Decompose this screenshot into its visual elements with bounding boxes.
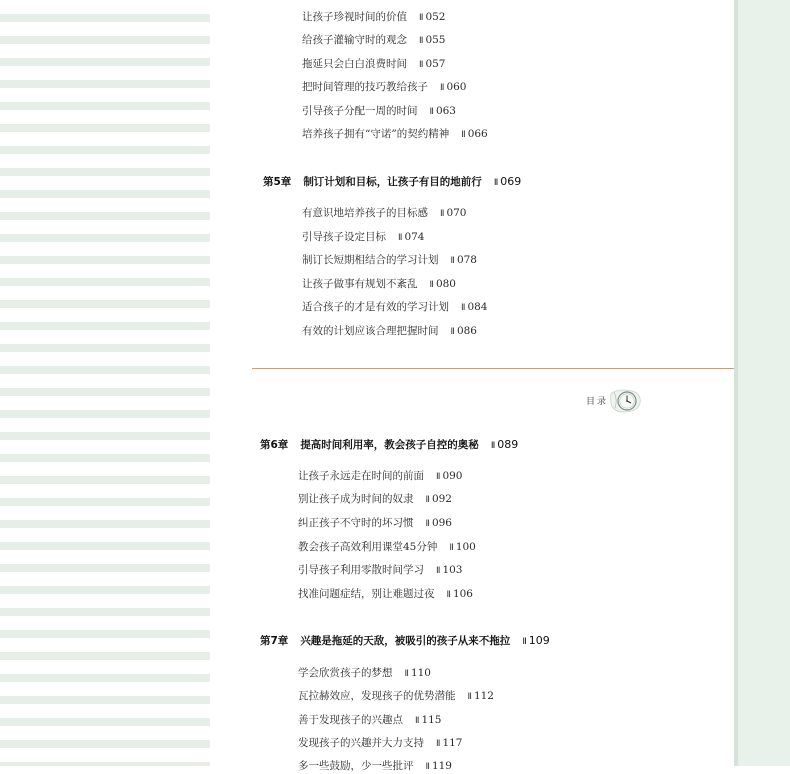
right-decorative-panel [734, 0, 790, 766]
chapter-heading-7[interactable] [260, 633, 550, 650]
toc-entry[interactable] [302, 277, 456, 292]
toc-entry-title: 有效的计划应该合理把握时间 [302, 325, 439, 337]
toc-entry[interactable] [302, 230, 424, 245]
toc-entry-separator: Ⅱ [419, 36, 424, 46]
chapter-title: 制订计划和目标，让孩子有目的地前行 [303, 176, 482, 188]
toc-entry[interactable] [302, 127, 488, 142]
toc-entry-page: 066 [467, 128, 488, 140]
toc-entry-separator: Ⅱ [419, 13, 424, 23]
chapter-number: 第6章 [260, 439, 289, 451]
toc-entry-title: 让孩子做事有规划不紊乱 [302, 278, 418, 290]
toc-entry-title: 适合孩子的才是有效的学习计划 [302, 301, 449, 313]
toc-entry-separator: Ⅱ [404, 669, 409, 679]
toc-entry-page: 086 [456, 325, 477, 337]
toc-entry-separator: Ⅱ [440, 209, 445, 219]
toc-entry-title: 引导孩子分配一周的时间 [302, 105, 418, 117]
toc-entry-title: 把时间管理的技巧教给孩子 [302, 81, 428, 93]
toc-entry-title: 纠正孩子不守时的坏习惯 [298, 517, 414, 529]
toc-entry-separator: Ⅱ [449, 543, 454, 553]
toc-entry-page: 110 [410, 667, 431, 679]
toc-entry-separator: Ⅱ [450, 256, 455, 266]
toc-entry-page: 115 [421, 714, 442, 726]
toc-entry-separator: Ⅱ [461, 303, 466, 313]
toc-entry-separator: Ⅱ [446, 590, 451, 600]
toc-entry-separator: Ⅱ [490, 441, 496, 451]
toc-entry-title: 善于发现孩子的兴趣点 [298, 714, 403, 726]
toc-entry-page: 106 [452, 588, 473, 600]
toc-entry-separator: Ⅱ [461, 130, 466, 140]
chapter-title: 兴趣是拖延的天敌，被吸引的孩子从来不拖拉 [300, 635, 511, 647]
toc-entry[interactable] [298, 469, 462, 484]
toc-entry-page: 060 [446, 81, 467, 93]
toc-entry-page: 100 [455, 541, 476, 553]
clock-icon [608, 388, 642, 414]
toc-entry-title: 制订长短期相结合的学习计划 [302, 254, 439, 266]
chapter-heading-6[interactable] [260, 437, 518, 454]
toc-entry-separator: Ⅱ [467, 692, 472, 702]
toc-entry[interactable] [302, 10, 445, 25]
toc-entry[interactable] [298, 492, 452, 507]
toc-entry[interactable] [298, 759, 452, 774]
toc-entry[interactable] [298, 689, 494, 704]
chapter-number: 第5章 [263, 176, 292, 188]
toc-entry-separator: Ⅱ [436, 472, 441, 482]
toc-entry-page: 092 [431, 493, 452, 505]
toc-entry-title: 多一些鼓励，少一些批评 [298, 760, 414, 772]
toc-entry-page: 052 [425, 11, 446, 23]
toc-entry-page: 112 [473, 690, 494, 702]
toc-entry[interactable] [298, 713, 441, 728]
toc-entry-title: 引导孩子设定目标 [302, 231, 386, 243]
toc-entry[interactable] [302, 80, 466, 95]
toc-entry[interactable] [302, 300, 487, 315]
toc-entry-separator: Ⅱ [419, 60, 424, 70]
toc-entry-title: 让孩子珍视时间的价值 [302, 11, 407, 23]
toc-entry-title: 拖延只会白白浪费时间 [302, 58, 407, 70]
toc-entry-separator: Ⅱ [429, 280, 434, 290]
toc-entry-page: 080 [435, 278, 456, 290]
toc-entry-page: 078 [456, 254, 477, 266]
toc-entry-separator: Ⅱ [436, 566, 441, 576]
toc-entry-separator: Ⅱ [436, 739, 441, 749]
toc-entry[interactable] [302, 104, 456, 119]
toc-entry[interactable] [298, 736, 462, 751]
toc-entry-page: 057 [425, 58, 446, 70]
toc-entry-title: 让孩子永远走在时间的前面 [298, 470, 424, 482]
toc-entry-page: 070 [446, 207, 467, 219]
left-decorative-stripes [0, 0, 210, 766]
toc-entry-title: 发现孩子的兴趣并大力支持 [298, 737, 424, 749]
toc-entry-title: 教会孩子高效利用课堂45分钟 [298, 541, 438, 553]
toc-entry[interactable] [302, 33, 445, 48]
toc-entry-title: 找准问题症结，别让难题过夜 [298, 588, 435, 600]
toc-entry[interactable] [298, 516, 452, 531]
toc-entry-title: 瓦拉赫效应，发现孩子的优势潜能 [298, 690, 456, 702]
toc-entry-separator: Ⅱ [415, 716, 420, 726]
toc-entry-page: 090 [442, 470, 463, 482]
toc-entry-page: 084 [467, 301, 488, 313]
chapter-page: 109 [528, 634, 550, 647]
toc-entry-page: 103 [442, 564, 463, 576]
toc-entry-separator: Ⅱ [425, 762, 430, 772]
toc-entry-page: 096 [431, 517, 452, 529]
toc-entry[interactable] [302, 206, 466, 221]
chapter-title: 提高时间利用率，教会孩子自控的奥秘 [300, 439, 479, 451]
chapter-page: 089 [497, 438, 519, 451]
toc-entry-title: 学会欣赏孩子的梦想 [298, 667, 393, 679]
page-divider [252, 368, 734, 369]
toc-entry-page: 055 [425, 34, 446, 46]
toc-entry-separator: Ⅱ [440, 83, 445, 93]
toc-entry-page: 117 [442, 737, 463, 749]
running-header-label: 目录 [586, 397, 609, 407]
toc-entry[interactable] [302, 253, 477, 268]
toc-entry[interactable] [298, 666, 431, 681]
toc-entry-separator: Ⅱ [398, 233, 403, 243]
toc-entry-title: 有意识地培养孩子的目标感 [302, 207, 428, 219]
toc-entry-separator: Ⅱ [425, 519, 430, 529]
toc-page [210, 0, 734, 766]
toc-entry-separator: Ⅱ [522, 637, 527, 647]
toc-entry-title: 别让孩子成为时间的奴隶 [298, 493, 414, 505]
toc-entry[interactable] [298, 587, 473, 602]
toc-entry-separator: Ⅱ [429, 107, 434, 117]
toc-entry[interactable] [302, 324, 477, 339]
toc-entry-page: 119 [431, 760, 452, 772]
toc-entry-separator: Ⅱ [493, 178, 499, 188]
toc-entry-page: 063 [435, 105, 456, 117]
toc-entry-title: 培养孩子拥有“守诺”的契约精神 [302, 128, 450, 140]
chapter-page: 069 [500, 175, 522, 188]
toc-entry-separator: Ⅱ [450, 327, 455, 337]
chapter-heading-5[interactable] [263, 174, 521, 191]
toc-entry-title: 引导孩子利用零散时间学习 [298, 564, 424, 576]
toc-entry-title: 给孩子灌输守时的观念 [302, 34, 407, 46]
toc-entry[interactable] [302, 57, 445, 72]
chapter-number: 第7章 [260, 635, 289, 647]
toc-entry-page: 074 [404, 231, 425, 243]
toc-entry[interactable] [298, 540, 476, 555]
toc-entry[interactable] [298, 563, 462, 578]
toc-entry-separator: Ⅱ [425, 495, 430, 505]
